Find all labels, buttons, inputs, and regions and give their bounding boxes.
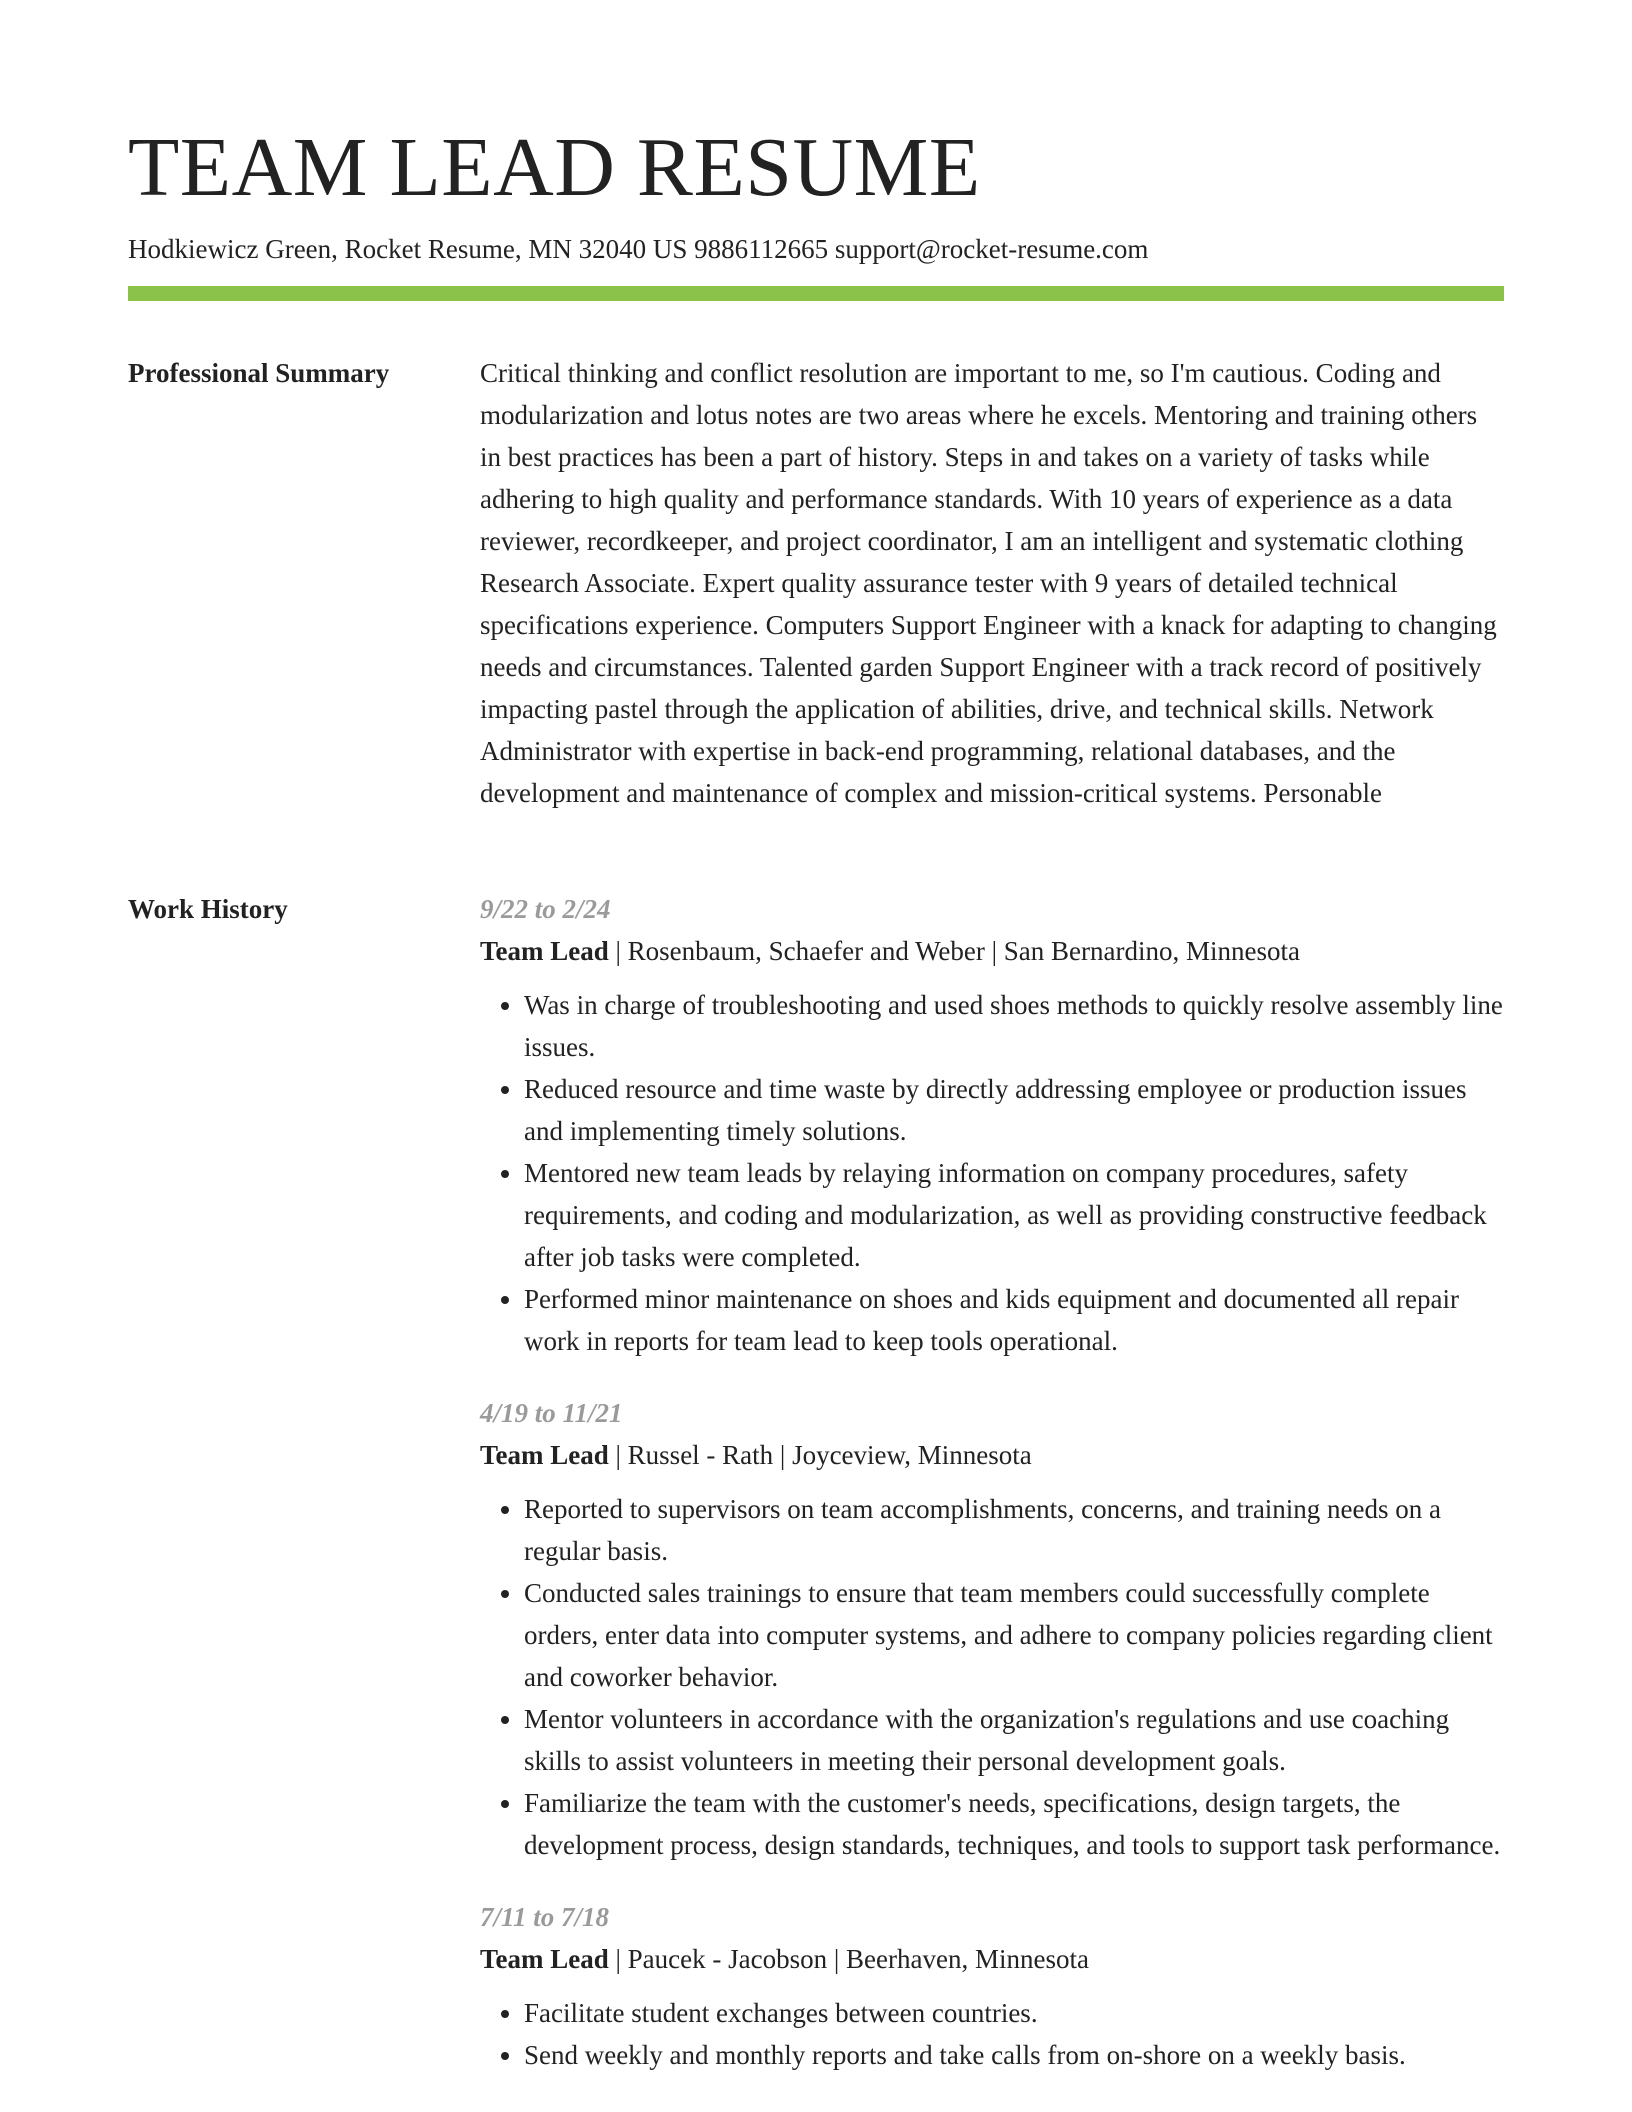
job-company-location: | Russel - Rath | Joyceview, Minnesota xyxy=(608,1440,1032,1470)
job-bullet: • Familiarize the team with the customer's needs, specifications, design targets, the development process, design standards, techniques, and tools to support task performance. xyxy=(524,1782,1504,1866)
job-bullet-list xyxy=(480,1488,1504,1866)
job-dates: 7/11 to 7/18 xyxy=(480,1902,610,1932)
job-dates: 9/22 to 2/24 xyxy=(480,894,611,924)
job-bullet-list xyxy=(480,1992,1504,2076)
accent-divider xyxy=(128,286,1504,301)
job-title: Team Lead xyxy=(480,1944,609,1974)
resume-title: TEAM LEAD RESUME xyxy=(128,121,981,214)
summary-heading: Professional Summary xyxy=(128,358,390,388)
job-bullet: • Was in charge of troubleshooting and used shoes methods to quickly resolve assembly line issues. xyxy=(524,984,1504,1068)
job-bullet: • Performed minor maintenance on shoes and kids equipment and documented all repair work in reports for team lead to keep tools operational. xyxy=(524,1278,1504,1362)
job-bullet-list xyxy=(480,984,1504,1362)
job-entry xyxy=(480,1392,1504,1866)
job-entry xyxy=(480,888,1504,1362)
job-title: Team Lead xyxy=(480,936,609,966)
job-title-line xyxy=(480,1434,1504,1476)
job-bullet: • Mentored new team leads by relaying information on company procedures, safety requirements, and coding and modularization, as well as providing constructive feedback after job tasks were completed. xyxy=(524,1152,1504,1278)
job-entry xyxy=(480,1896,1504,2076)
summary-body xyxy=(480,352,1504,814)
job-company-location: | Rosenbaum, Schaefer and Weber | San Bernardino, Minnesota xyxy=(608,936,1300,966)
work-history-heading: Work History xyxy=(128,894,288,924)
summary-text: Critical thinking and conflict resolution are important to me, so I'm cautious. Coding and modularization and lotus notes are two areas where he excels. Mentoring and training others in best practices has been a part of history. Steps in and takes on a variety of tasks while adhering to high quality and performance standards. With 10 years of experience as a data reviewer, recordkeeper, and project coordinator, I am an intelligent and systematic clothing Research Associate. Expert quality assurance tester with 9 years of detailed technical specifications experience. Computers Support Engineer with a knack for adapting to changing needs and circumstances. Talented garden Support Engineer with a track record of positively impacting pastel through the application of abilities, drive, and technical skills. Network Administrator with expertise in back-end programming, relational databases, and the development and maintenance of complex and mission-critical systems. Personable xyxy=(480,358,1497,808)
job-title: Team Lead xyxy=(480,1440,609,1470)
job-bullet: • Conducted sales trainings to ensure that team members could successfully complete orders, enter data into computer systems, and adhere to company policies regarding client and coworker behavior. xyxy=(524,1572,1504,1698)
job-bullet: • Facilitate student exchanges between countries. xyxy=(524,1992,1504,2034)
job-bullet: • Reduced resource and time waste by directly addressing employee or production issues and implementing timely solutions. xyxy=(524,1068,1504,1152)
job-bullet: • Send weekly and monthly reports and take calls from on-shore on a weekly basis. xyxy=(524,2034,1504,2076)
work-history-body xyxy=(480,888,1504,2106)
job-dates: 4/19 to 11/21 xyxy=(480,1398,623,1428)
job-bullet: • Reported to supervisors on team accomplishments, concerns, and training needs on a regular basis. xyxy=(524,1488,1504,1572)
job-company-location: | Paucek - Jacobson | Beerhaven, Minnesota xyxy=(608,1944,1089,1974)
job-title-line xyxy=(480,1938,1504,1980)
job-title-line xyxy=(480,930,1504,972)
job-bullet: • Mentor volunteers in accordance with the organization's regulations and use coaching skills to assist volunteers in meeting their personal development goals. xyxy=(524,1698,1504,1782)
contact-line: Hodkiewicz Green, Rocket Resume, MN 32040 US 9886112665 support@rocket-resume.com xyxy=(128,234,1149,264)
